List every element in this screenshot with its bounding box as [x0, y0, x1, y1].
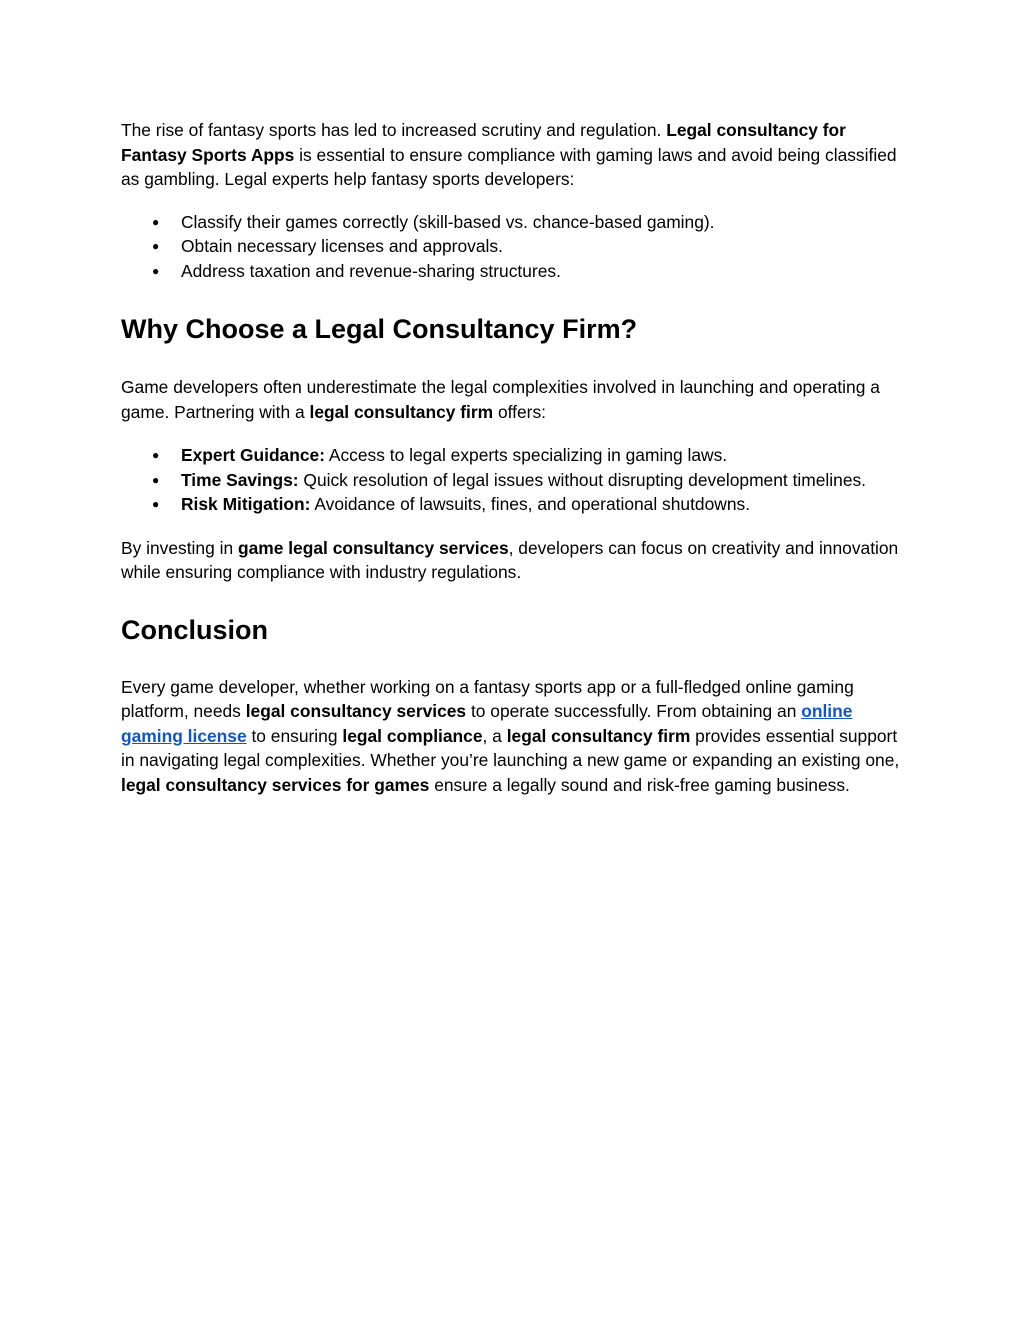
intro-text-1: The rise of fantasy sports has led to increased scrutiny and regulation. — [121, 120, 667, 140]
investing-paragraph — [121, 536, 911, 585]
conclusion-heading: Conclusion — [121, 614, 268, 645]
bullet-icon: ● — [152, 448, 160, 462]
list-item — [121, 259, 911, 284]
why-text-1: Game developers often underestimate the legal complexities involved in launching and operating a game. Partnering with a — [121, 377, 880, 422]
intro-bold-1: Legal consultancy for Fantasy Sports Apps — [121, 120, 846, 165]
list-item-label: Risk Mitigation: — [181, 494, 311, 514]
list-item-label: Expert Guidance: — [181, 445, 325, 465]
bullet-icon: ● — [152, 263, 160, 278]
invest-text-1: By investing in — [121, 537, 238, 558]
concl-bold-1: legal consultancy services — [245, 701, 467, 721]
concl-text-2: to operate successfully. From obtaining an — [466, 701, 802, 721]
why-paragraph — [121, 375, 911, 424]
fantasy-benefits-list — [121, 210, 911, 284]
list-item-text: Address taxation and revenue-sharing structures. — [181, 260, 561, 281]
concl-bold-2: legal compliance — [342, 725, 483, 746]
bullet-icon: ● — [152, 239, 160, 253]
why-text-2: offers: — [493, 401, 546, 422]
list-item-label: Time Savings: — [181, 469, 299, 490]
list-item — [121, 234, 911, 259]
list-item — [121, 210, 911, 235]
intro-text-2: is essential to ensure compliance with gaming laws and avoid being classified as gambling. Legal experts help fantasy sports developers: — [121, 144, 897, 189]
list-item-text: Avoidance of lawsuits, fines, and operational shutdowns. — [310, 494, 751, 514]
concl-bold-3: legal consultancy firm — [506, 725, 691, 746]
list-item-text: Obtain necessary licenses and approvals. — [181, 236, 503, 256]
list-item — [121, 468, 911, 493]
list-item-text: Quick resolution of legal issues without disrupting development timelines. — [298, 469, 867, 490]
online-gaming-license-link[interactable]: online gaming license — [121, 701, 853, 746]
conclusion-paragraph — [121, 675, 911, 798]
firm-benefits-list — [121, 443, 911, 517]
concl-text-6: ensure a legally sound and risk-free gaming business. — [429, 774, 850, 795]
document-page — [121, 118, 911, 797]
concl-text-4: , a — [482, 725, 507, 746]
invest-text-2: , developers can focus on creativity and innovation while ensuring compliance with industry regulations. — [121, 537, 899, 582]
list-item — [121, 443, 911, 468]
list-item — [121, 492, 911, 517]
bullet-icon: ● — [152, 497, 160, 511]
concl-text-3: to ensuring — [246, 725, 343, 746]
list-item-text: Access to legal experts specializing in gaming laws. — [325, 445, 728, 465]
bullet-icon: ● — [152, 214, 160, 229]
concl-text-1: Every game developer, whether working on a fantasy sports app or a full-fledged online gaming platform, needs — [121, 676, 854, 721]
list-item-text: Classify their games correctly (skill-based vs. chance-based gaming). — [181, 211, 715, 232]
concl-bold-4: legal consultancy services for games — [121, 774, 430, 795]
intro-paragraph — [121, 118, 911, 192]
invest-bold-1: game legal consultancy services — [237, 537, 509, 558]
concl-text-5: provides essential support in navigating legal complexities. Whether you’re launching a new game or expanding an existing one, — [121, 725, 900, 770]
bullet-icon: ● — [152, 472, 160, 487]
why-heading: Why Choose a Legal Consultancy Firm? — [121, 314, 638, 344]
why-bold-1: legal consultancy firm — [309, 401, 494, 422]
